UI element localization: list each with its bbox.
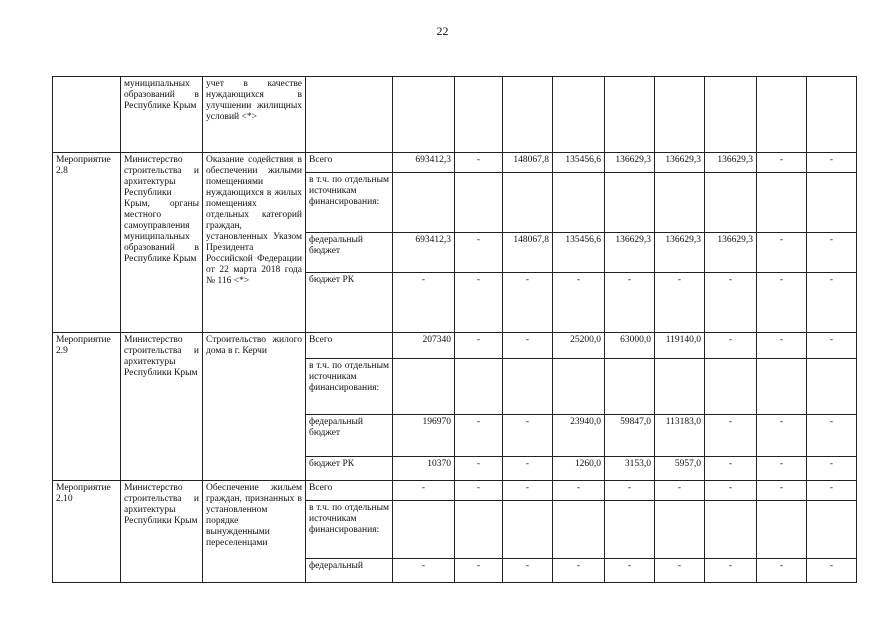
value-cell: - [757, 153, 807, 173]
value-cell: 10370 [393, 457, 455, 481]
value-cell: - [807, 481, 857, 501]
executor-cell: муниципальных образований в Республике Крым [121, 77, 203, 153]
value-cell: - [553, 481, 605, 501]
value-cell: 59847,0 [605, 415, 655, 457]
value-cell: - [807, 559, 857, 583]
value-cell: 1260,0 [553, 457, 605, 481]
cell [455, 501, 503, 559]
value-cell: 136629,3 [605, 233, 655, 273]
value-cell: - [705, 333, 757, 359]
funding-label-cell: Всего [306, 333, 393, 359]
cell [757, 77, 807, 153]
value-cell: - [757, 415, 807, 457]
value-cell: 136629,3 [655, 233, 705, 273]
table-row [53, 77, 857, 153]
cell [655, 501, 705, 559]
value-cell: - [393, 559, 455, 583]
value-cell: - [807, 333, 857, 359]
value-cell: - [553, 559, 605, 583]
value-cell: 119140,0 [655, 333, 705, 359]
value-cell: 693412,3 [393, 233, 455, 273]
value-cell: - [807, 415, 857, 457]
value-cell: - [807, 153, 857, 173]
cell [705, 173, 757, 233]
value-cell: 63000,0 [605, 333, 655, 359]
cell [605, 501, 655, 559]
value-cell: - [757, 559, 807, 583]
value-cell: 207340 [393, 333, 455, 359]
funding-label-cell: федеральный бюджет [306, 233, 393, 273]
measure-description-cell: Обеспечение жильем граждан, признанных в установленном порядке вынужденными переселенцами [203, 481, 306, 583]
cell [53, 77, 121, 153]
funding-label-cell: в т.ч. по отдельным источникам финансирования: [306, 173, 393, 233]
value-cell: - [455, 153, 503, 173]
value-cell: - [393, 273, 455, 333]
cell [393, 173, 455, 233]
value-cell: - [605, 559, 655, 583]
value-cell: - [807, 273, 857, 333]
value-cell: - [757, 233, 807, 273]
value-cell: 196970 [393, 415, 455, 457]
cell [306, 77, 393, 153]
cell [807, 77, 857, 153]
value-cell: - [807, 233, 857, 273]
table-row [53, 153, 857, 173]
value-cell: - [503, 333, 553, 359]
value-cell: - [655, 273, 705, 333]
cell [503, 77, 553, 153]
value-cell: - [553, 273, 605, 333]
measure-number-cell: Мероприятие 2.8 [53, 153, 121, 333]
cell [605, 359, 655, 415]
cell [455, 77, 503, 153]
cell [605, 77, 655, 153]
table-row [53, 333, 857, 359]
value-cell: 5957,0 [655, 457, 705, 481]
value-cell: - [605, 481, 655, 501]
funding-label-cell: Всего [306, 481, 393, 501]
program-table [52, 76, 857, 583]
cell [705, 359, 757, 415]
value-cell: 113183,0 [655, 415, 705, 457]
value-cell: 136629,3 [705, 153, 757, 173]
cell [553, 173, 605, 233]
cell [553, 359, 605, 415]
measure-description-cell: учет в качестве нуждающихся в улучшении жилищных условий <*> [203, 77, 306, 153]
value-cell: 3153,0 [605, 457, 655, 481]
value-cell: - [503, 559, 553, 583]
page-number: 22 [436, 24, 449, 38]
cell [503, 359, 553, 415]
value-cell: - [655, 481, 705, 501]
value-cell: - [455, 559, 503, 583]
value-cell: - [455, 457, 503, 481]
value-cell: - [705, 559, 757, 583]
value-cell: - [757, 273, 807, 333]
value-cell: 148067,8 [503, 233, 553, 273]
value-cell: - [705, 415, 757, 457]
measure-description-cell: Строительство жилого дома в г. Керчи [203, 333, 306, 481]
measure-number-cell: Мероприятие 2.9 [53, 333, 121, 481]
value-cell: - [757, 481, 807, 501]
cell [655, 359, 705, 415]
funding-label-cell: Всего [306, 153, 393, 173]
value-cell: 148067,8 [503, 153, 553, 173]
value-cell: - [705, 457, 757, 481]
cell [705, 77, 757, 153]
value-cell: - [705, 273, 757, 333]
cell [503, 173, 553, 233]
value-cell: 135456,6 [553, 233, 605, 273]
value-cell: 693412,3 [393, 153, 455, 173]
executor-cell: Министерство строительства и архитектуры Республики Крым [121, 481, 203, 583]
cell [655, 77, 705, 153]
cell [455, 173, 503, 233]
measure-description-cell: Оказание содействия в обеспечении жилыми помещениями нуждающихся в жилых помещениях отдельных категорий граждан, установленных Указом Президента Российской Федерации от 22 марта 2018 года № 116 <*> [203, 153, 306, 333]
value-cell: - [807, 457, 857, 481]
cell [757, 501, 807, 559]
cell [393, 77, 455, 153]
cell [705, 501, 757, 559]
cell [807, 501, 857, 559]
funding-label-cell: бюджет РК [306, 457, 393, 481]
value-cell: - [503, 457, 553, 481]
funding-label-cell: в т.ч. по отдельным источникам финансирования: [306, 501, 393, 559]
cell [605, 173, 655, 233]
cell [757, 359, 807, 415]
cell [455, 359, 503, 415]
value-cell: 25200,0 [553, 333, 605, 359]
cell [503, 501, 553, 559]
value-cell: - [503, 415, 553, 457]
cell [807, 173, 857, 233]
cell [553, 501, 605, 559]
cell [807, 359, 857, 415]
value-cell: - [757, 333, 807, 359]
value-cell: - [605, 273, 655, 333]
cell [757, 173, 807, 233]
cell [553, 77, 605, 153]
value-cell: 23940,0 [553, 415, 605, 457]
cell [655, 173, 705, 233]
measure-number-cell: Мероприятие 2.10 [53, 481, 121, 583]
value-cell: - [503, 481, 553, 501]
executor-cell: Министерство строительства и архитектуры Республики Крым, органы местного самоуправления муниципальных образований в Республике Крым [121, 153, 203, 333]
value-cell: - [455, 415, 503, 457]
funding-label-cell: федеральный бюджет [306, 415, 393, 457]
value-cell: 135456,6 [553, 153, 605, 173]
value-cell: 136629,3 [705, 233, 757, 273]
funding-label-cell: бюджет РК [306, 273, 393, 333]
funding-label-cell: в т.ч. по отдельным источникам финансирования: [306, 359, 393, 415]
table-row [53, 481, 857, 501]
cell [393, 501, 455, 559]
value-cell: - [455, 481, 503, 501]
value-cell: - [757, 457, 807, 481]
executor-cell: Министерство строительства и архитектуры Республики Крым [121, 333, 203, 481]
value-cell: - [655, 559, 705, 583]
value-cell: - [455, 233, 503, 273]
value-cell: - [455, 333, 503, 359]
value-cell: - [705, 481, 757, 501]
value-cell: - [455, 273, 503, 333]
value-cell: - [393, 481, 455, 501]
value-cell: 136629,3 [605, 153, 655, 173]
funding-label-cell: федеральный [306, 559, 393, 583]
cell [393, 359, 455, 415]
value-cell: - [503, 273, 553, 333]
value-cell: 136629,3 [655, 153, 705, 173]
